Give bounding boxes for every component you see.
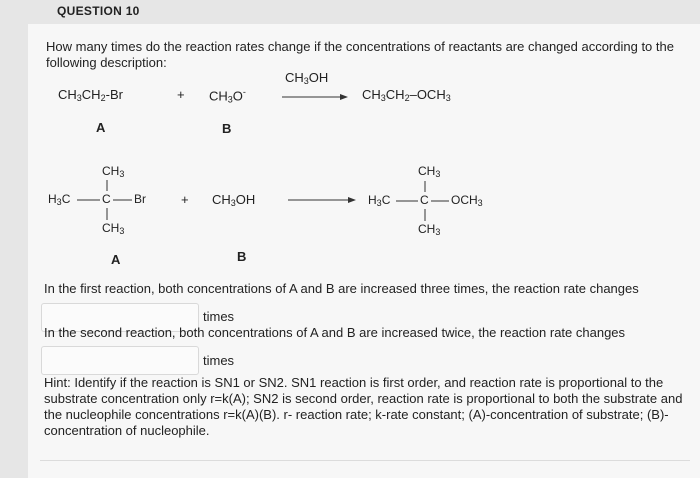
question-header-bar xyxy=(0,0,700,24)
reaction2-label-a: A xyxy=(111,252,121,267)
bottom-divider xyxy=(40,460,690,461)
reaction1-arrow xyxy=(282,93,348,103)
reaction1-reactant-a: $CH_3CH_2-Br$ xyxy=(58,87,123,103)
reaction2-product-bottom-methyl: $CH_3$ xyxy=(418,222,441,237)
part2-question-text: In the second reaction, both concentrations of A and B are increased twice, the reaction rate changes xyxy=(44,325,626,340)
reaction2-product-left-methyl: $H_3C$ xyxy=(368,193,391,208)
reaction2-bottom-methyl: $CH_3$ xyxy=(102,221,125,236)
part1-unit: times xyxy=(203,309,235,324)
reaction2-product-bonds xyxy=(0,0,1,1)
reaction1-label-b: B xyxy=(222,121,232,136)
reaction1-plus: + xyxy=(177,87,185,102)
reaction2-center-carbon: C xyxy=(102,192,111,206)
reaction1-reactant-b: $CH_3O^-$ xyxy=(209,87,246,105)
reaction2-product-top-methyl: $CH_3$ xyxy=(418,164,441,179)
hint-text: Hint: Identify if the reaction is SN1 or SN2. SN1 reaction is first order, and reaction rate is proportional to the substrate concentration only r=k(A); SN2 is second order, reaction rate is proportional to both the substrate and the nucleophile concentrations r=k(A)(B). r- reaction rate; k-rate constant; (A)-concentration of substrate; (B)-concentration of nucleophile. xyxy=(44,375,683,438)
reaction1-label-a: A xyxy=(96,120,106,135)
reaction2-product-methoxy: $OCH_3$ xyxy=(451,193,483,208)
part1-question-text: In the first reaction, both concentrations of A and B are increased three times, the reaction rate changes xyxy=(44,281,639,296)
reaction2-label-b: B xyxy=(237,249,247,264)
reaction2-bromine: Br xyxy=(134,192,146,206)
part2-unit: times xyxy=(203,353,235,368)
part2-answer-input[interactable] xyxy=(41,346,199,375)
question-title: QUESTION 10 xyxy=(57,4,140,18)
reaction2-product-carbon: C xyxy=(420,193,429,207)
reaction1-condition: $CH_3OH$ xyxy=(285,70,329,86)
reaction1-product: $CH_3CH_2-OCH_3$ xyxy=(362,87,451,103)
reaction2-arrow xyxy=(288,196,356,206)
reaction2-top-methyl: $CH_3$ xyxy=(102,164,125,179)
question-prompt: How many times do the reaction rates change if the concentrations of reactants are changed according to the following description: xyxy=(46,39,674,70)
reaction2-plus: + xyxy=(181,192,189,207)
reaction2-reagent: $CH_3OH$ xyxy=(212,192,256,208)
reaction2-left-methyl: $H_3C$ xyxy=(48,192,71,207)
